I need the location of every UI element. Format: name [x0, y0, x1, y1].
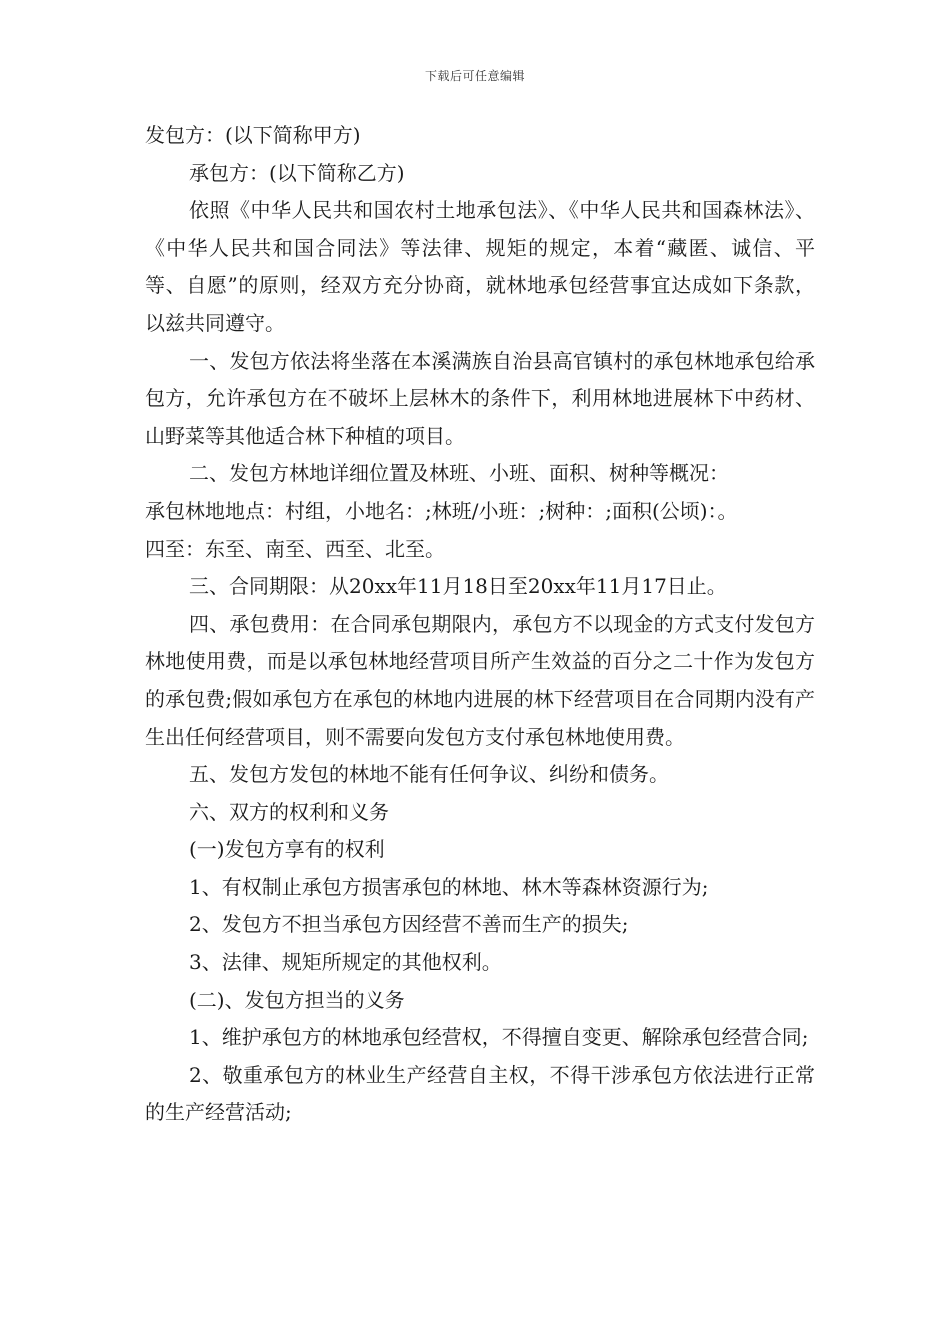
paragraph: 一、发包方依法将坐落在本溪满族自治县高官镇村的承包林地承包给承包方，允许承包方在不破坏上层林木的条件下，利用林地进展林下中药材、山野菜等其他适合林下种植的项目。 — [145, 348, 815, 448]
paragraph: 承包林地地点：村组，小地名：;林班/小班：;树种：;面积(公顷)：。 — [145, 498, 738, 523]
paragraph: 3、法律、规矩所规定的其他权利。 — [189, 950, 502, 975]
paragraph: 五、发包方发包的林地不能有任何争议、纠纷和债务。 — [189, 762, 669, 787]
paragraph: 六、双方的权利和义务 — [189, 799, 389, 824]
paragraph: (一)发包方享有的权利 — [189, 837, 385, 862]
paragraph: 1、有权制止承包方损害承包的林地、林木等森林资源行为; — [189, 874, 709, 899]
paragraph: 发包方：(以下简称甲方) — [145, 123, 361, 147]
paragraph: 1、维护承包方的林地承包经营权，不得擅自变更、解除承包经营合同; — [189, 1025, 809, 1050]
page-header: 下载后可任意编辑 — [424, 69, 525, 83]
paragraph: 依照《中华人民共和国农村土地承包法》、《中华人民共和国森林法》、《中华人民共和国合同法》等法律、规矩的规定，本着“藏匿、诚信、平等、自愿”的原则，经双方充分协商，就林地承包经营事宜达成如下条款，以兹共同遵守。 — [145, 198, 815, 335]
paragraph: 三、合同期限：从20xx年11月18日至20xx年11月17日止。 — [189, 574, 727, 599]
paragraph: (二)、发包方担当的义务 — [189, 987, 405, 1012]
paragraph: 承包方：(以下简称乙方) — [189, 160, 405, 185]
paragraph: 2、敬重承包方的林业生产经营自主权，不得干涉承包方依法进行正常的生产经营活动; — [145, 1062, 815, 1125]
paragraph: 二、发包方林地详细位置及林班、小班、面积、树种等概况： — [189, 461, 729, 486]
document-body — [145, 117, 815, 1132]
paragraph: 四至：东至、南至、西至、北至。 — [145, 536, 445, 561]
paragraph: 2、发包方不担当承包方因经营不善而生产的损失; — [189, 912, 629, 937]
paragraph: 四、承包费用：在合同承包期限内，承包方不以现金的方式支付发包方林地使用费，而是以承包林地经营项目所产生效益的百分之二十作为发包方的承包费;假如承包方在承包的林地内进展的林下经营项目在合同期内没有产生出任何经营项目，则不需要向发包方支付承包林地使用费。 — [145, 611, 815, 749]
